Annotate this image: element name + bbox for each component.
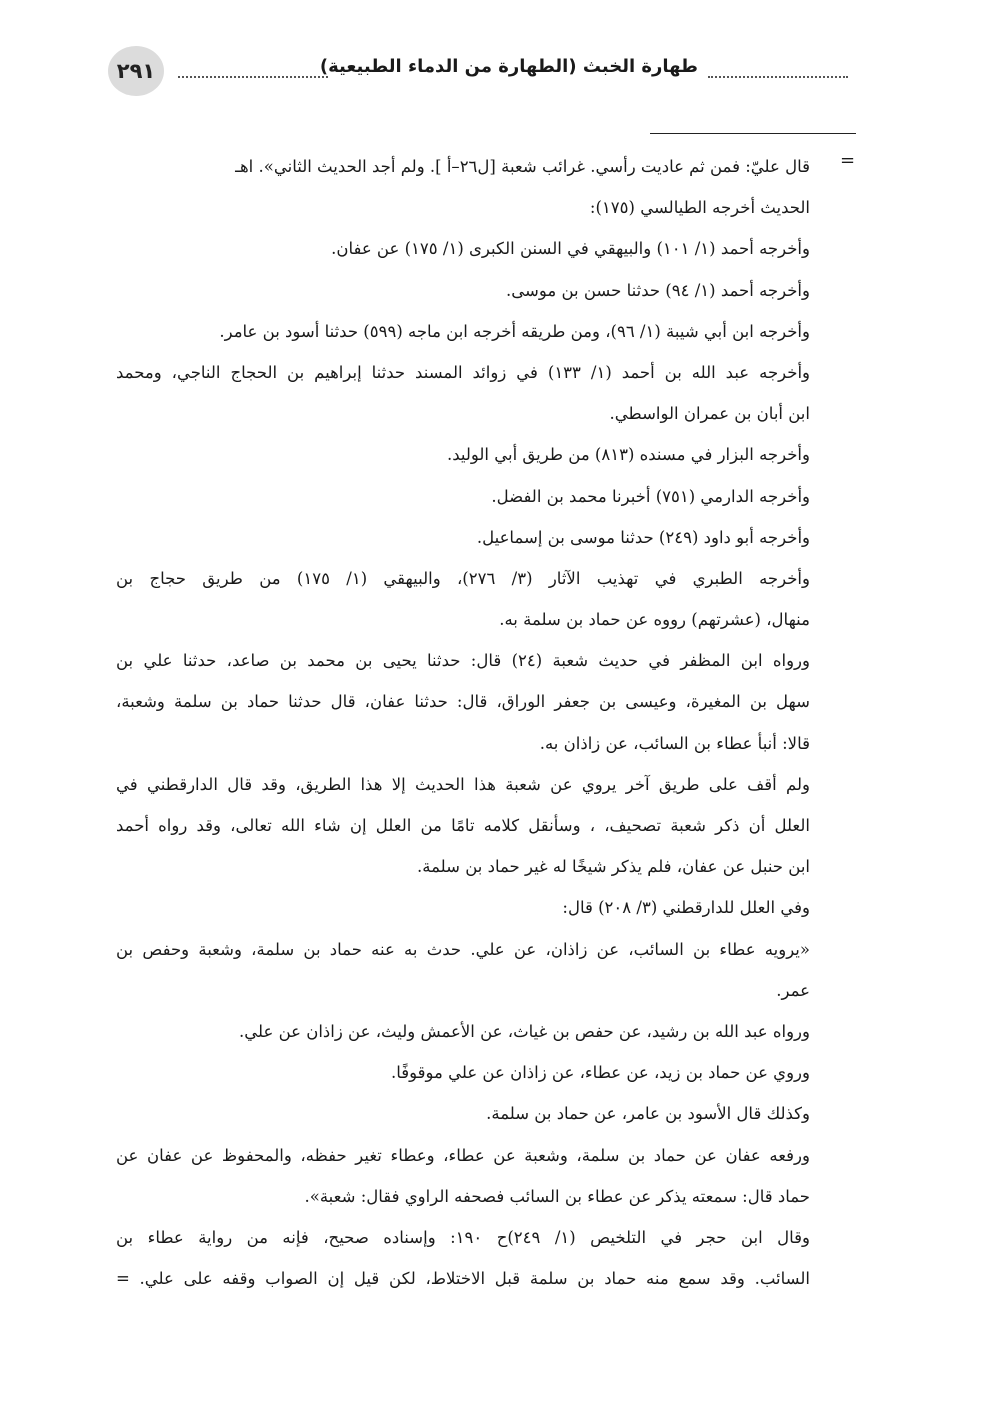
footnote-line: وأخرجه الدارمي (٧٥١) أخبرنا محمد بن الفضل. [491,486,810,506]
footnote-line: السائب. وقد سمع منه حماد بن سلمة قبل الاختلاط، لكن قيل إن الصواب وقفه على علي. = [116,1269,810,1289]
footnote-line: وأخرجه أحمد (١/ ٩٤) حدثنا حسن بن موسى. [506,280,810,300]
footnote-line: ورواه عبد الله بن رشيد، عن حفص بن غياث، عن الأعمش وليث، عن زاذان عن علي. [239,1021,810,1041]
footnote-line: العلل أن ذكر شعبة تصحيف، ، وسأنقل كلامه تامًا من العلل إن شاء الله تعالى، وقد رواه أحمد [116,816,810,835]
footnote-line: وقال ابن حجر في التلخيص (١/ ٢٤٩)ح ١٩٠: وإسناده صحيح، فإنه من رواية عطاء بن [116,1227,810,1247]
footnote-line: قال عليّ: فمن ثم عاديت رأسي. غرائب شعبة [ل٢٦–أ ]. ولم أجد الحديث الثاني». اهـ [235,157,810,176]
footnote-line: وأخرجه ابن أبي شيبة (١/ ٩٦)، ومن طريقه أخرجه ابن ماجه (٥٩٩) حدثنا أسود بن عامر. [219,321,810,341]
header-dotted-leader-left [178,76,328,78]
footnote-line: وأخرجه أحمد (١/ ١٠١) والبيهقي في السنن الكبرى (١/ ١٧٥) عن عفان. [331,239,810,259]
header-dotted-leader-right [708,76,848,78]
footnote-line: قالا: أنبأ عطاء بن السائب، عن زاذان به. [539,733,810,753]
footnote-line: عمر. [776,980,810,1000]
footnote-line: حماد قال: سمعته يذكر عن عطاء بن السائب فصحفه الراوي فقال: شعبة». [304,1186,810,1206]
footnote-separator-rule [650,133,856,134]
footnote-line: وأخرجه عبد الله بن أحمد (١/ ١٣٣) في زوائد المسند حدثنا إبراهيم بن الحجاج الناجي، ومحمد [116,362,810,382]
footnote-line: وأخرجه الطبري في تهذيب الآثار (٣/ ٢٧٦)، والبيهقي (١/ ١٧٥) من طريق حجاج بن [116,568,810,588]
footnote-line: وروي عن حماد بن زيد، عن عطاء، عن زاذان عن علي موقوفًا. [390,1063,810,1083]
running-title: طهارة الخبث (الطهارة من الدماء الطبيعية) [319,56,698,77]
footnote-line: وفي العلل للدارقطني (٣/ ٢٠٨) قال: [562,898,810,918]
footnote-line: ورفعه عفان عن حماد بن سلمة، وشعبة عن عطاء، وعطاء تغير حفظه، والمحفوظ عن عفان عن [116,1145,810,1165]
footnote-line: «يرويه عطاء بن السائب، عن زاذان، عن علي. حدث به عنه حماد بن سلمة، وشعبة وحفص بن [116,939,810,959]
page-header [108,46,848,96]
page-number-badge: ٢٩١ [108,46,164,96]
footnote-body [116,146,810,1299]
footnote-line: وأخرجه البزار في مسنده (٨١٣) من طريق أبي الوليد. [446,445,810,465]
footnote-line: وأخرجه أبو داود (٢٤٩) حدثنا موسى بن إسماعيل. [476,527,810,547]
footnote-continuation-mark: = [840,150,856,171]
footnote-line: ابن حنبل عن عفان، فلم يذكر شيخًا له غير حماد بن سلمة. [417,857,810,877]
footnote-line: سهل بن المغيرة، وعيسى بن جعفر الوراق، قال: حدثنا عفان، قال حدثنا حماد بن سلمة وشعبة، [116,692,810,712]
footnote-line: وكذلك قال الأسود بن عامر، عن حماد بن سلمة. [486,1104,810,1124]
footnote-line: ورواه ابن المظفر في حديث شعبة (٢٤) قال: حدثنا يحيى بن محمد بن صاعد، حدثنا علي بن [116,651,810,671]
footnote-line: الحديث أخرجه الطيالسي (١٧٥): [589,198,810,218]
footnote-line: منهال، (عشرتهم) رووه عن حماد بن سلمة به. [499,610,810,630]
footnote-line: ابن أبان بن عمران الواسطي. [609,404,810,424]
footnote-line: ولم أقف على طريق آخر يروي عن شعبة هذا الحديث إلا هذا الطريق، وقد قال الدارقطني في [116,774,810,794]
